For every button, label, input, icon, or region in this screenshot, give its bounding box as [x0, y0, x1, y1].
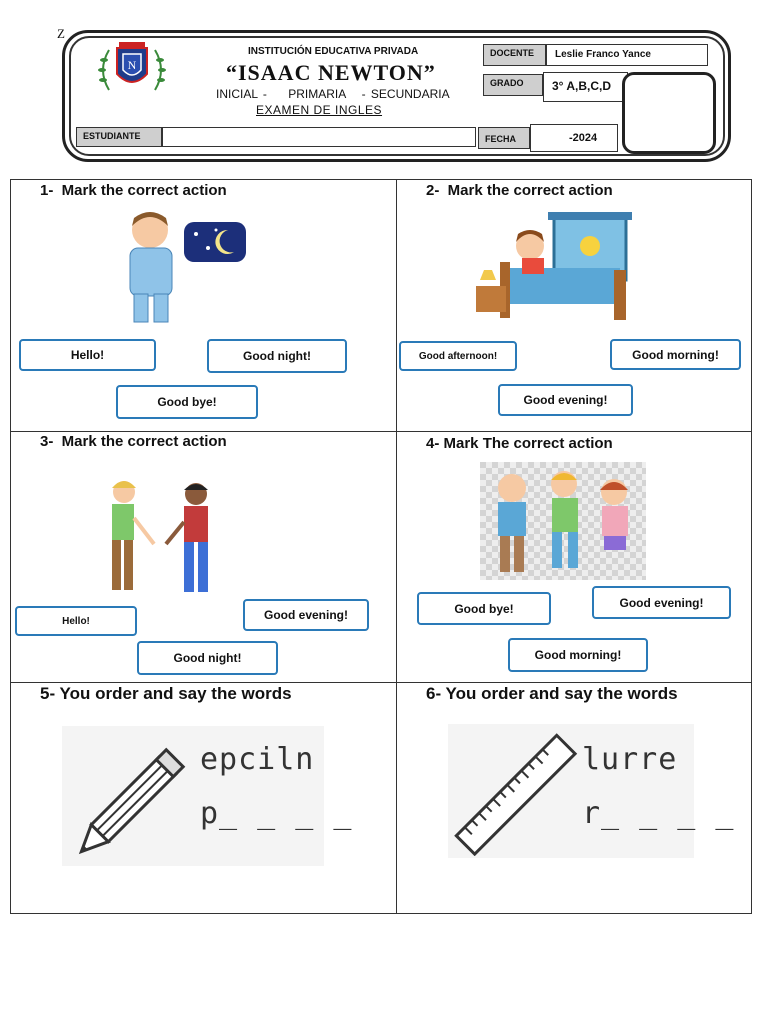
q3-option-good-night[interactable]: Good night!: [137, 641, 278, 675]
grid-divider-vertical: [396, 179, 397, 914]
q6-answer-blank[interactable]: r_ _ _ _: [582, 796, 735, 831]
teacher-field[interactable]: Leslie Franco Yance: [546, 44, 708, 66]
boy-pajamas-night-image: [116, 208, 251, 326]
photo-box: [622, 72, 716, 154]
q1-option-good-night[interactable]: Good night!: [207, 339, 347, 373]
grid-divider-row-1: [10, 431, 752, 432]
q5-answer-blank[interactable]: p_ _ _ _: [200, 796, 353, 831]
q4-option-good-evening[interactable]: Good evening!: [592, 586, 731, 619]
pencil-icon: [66, 732, 200, 868]
q5-scrambled-word: epciln: [200, 742, 315, 777]
stray-mark: Z: [57, 26, 65, 41]
teacher-label: DOCENTE: [483, 44, 546, 66]
question-4-title: 4- Mark The correct action: [426, 435, 613, 452]
grade-field[interactable]: 3° A,B,C,D: [543, 72, 628, 102]
q3-option-good-evening[interactable]: Good evening!: [243, 599, 369, 631]
q1-option-good-bye[interactable]: Good bye!: [116, 385, 258, 419]
institution-name: “ISAAC NEWTON”: [226, 60, 436, 85]
grid-divider-row-2: [10, 682, 752, 683]
school-levels: INICIAL - PRIMARIA - SECUNDARIA: [216, 87, 450, 101]
student-label: ESTUDIANTE: [76, 127, 162, 147]
q3-option-hello[interactable]: Hello!: [15, 606, 137, 636]
q4-option-good-morning[interactable]: Good morning!: [508, 638, 648, 672]
grade-label: GRADO: [483, 74, 543, 96]
two-boys-meeting-image: [104, 478, 224, 602]
q1-option-hello[interactable]: Hello!: [19, 339, 156, 371]
question-5-title: 5- You order and say the words: [40, 684, 292, 703]
ruler-icon: [452, 732, 578, 856]
question-2-title: 2- Mark the correct action: [426, 182, 613, 199]
q6-scrambled-word: lurre: [582, 742, 678, 777]
svg-text:N: N: [127, 58, 137, 72]
date-label: FECHA: [478, 127, 530, 149]
boy-waking-up-image: [472, 212, 632, 324]
q2-option-good-evening[interactable]: Good evening!: [498, 384, 633, 416]
school-logo: [97, 40, 167, 98]
institution-type: INSTITUCIÓN EDUCATIVA PRIVADA: [248, 46, 419, 57]
q2-option-good-afternoon[interactable]: Good afternoon!: [399, 341, 517, 371]
question-1-title: 1- Mark the correct action: [40, 182, 227, 199]
q2-option-good-morning[interactable]: Good morning!: [610, 339, 741, 370]
question-6-title: 6- You order and say the words: [426, 684, 678, 703]
exam-title: EXAMEN DE INGLES: [256, 103, 383, 117]
question-3-title: 3- Mark the correct action: [40, 433, 227, 450]
three-children-greeting-image: [480, 462, 646, 580]
q4-option-good-bye[interactable]: Good bye!: [417, 592, 551, 625]
date-field[interactable]: -2024: [530, 124, 618, 152]
student-field[interactable]: [162, 127, 476, 147]
